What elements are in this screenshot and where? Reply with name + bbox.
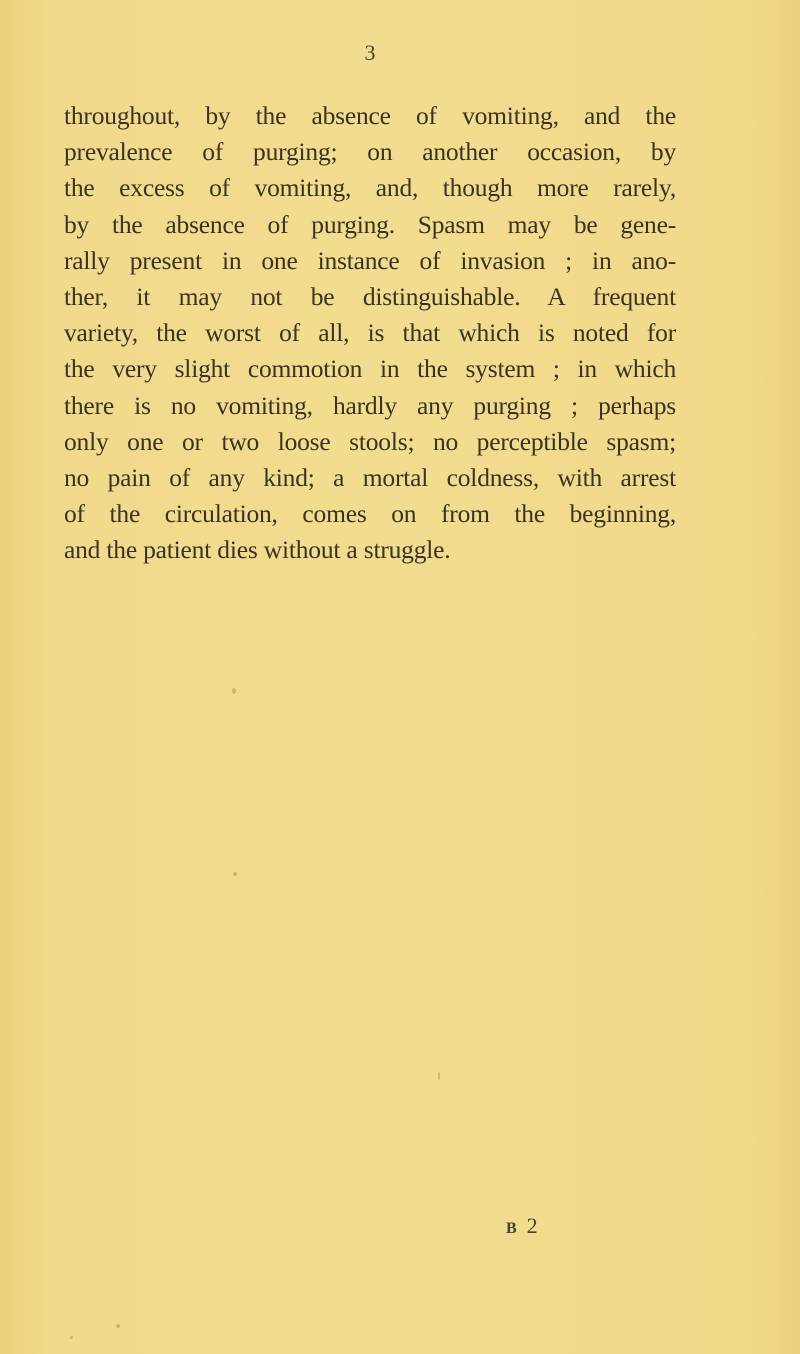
text-line: prevalence of purging; on another occasion, by	[64, 137, 676, 167]
paper-speck	[70, 1336, 73, 1339]
text-line: only one or two loose stools; no perceptible spasm;	[64, 426, 676, 456]
text-line: variety, the worst of all, is that which is noted for	[64, 318, 676, 348]
text-line: there is no vomiting, hardly any purging ; perhaps	[64, 390, 676, 420]
text-line: by the absence of purging. Spasm may be gene-	[64, 209, 676, 239]
signature-mark	[506, 1213, 538, 1239]
text-line: throughout, by the absence of vomiting, and the	[64, 101, 676, 130]
text-line: of the circulation, comes on from the beginning,	[64, 499, 676, 529]
text-line: and the patient dies without a struggle.	[64, 535, 451, 565]
text-line: the very slight commotion in the system ; in which	[64, 354, 676, 384]
paper-speck	[438, 1072, 440, 1080]
signature-letter: B	[506, 1220, 517, 1237]
text-line: rally present in one instance of invasion ; in ano-	[64, 245, 676, 275]
body-paragraph	[64, 98, 676, 569]
signature-number: 2	[526, 1213, 538, 1238]
paper-speck	[116, 1324, 120, 1328]
paper-speck	[233, 872, 237, 876]
text-line: the excess of vomiting, and, though more rarely,	[64, 173, 676, 203]
text-line: no pain of any kind; a mortal coldness, with arrest	[64, 463, 676, 493]
paper-speck	[232, 688, 236, 694]
page-number: 3	[364, 40, 376, 65]
text-line: ther, it may not be distinguishable. A frequent	[64, 282, 676, 312]
